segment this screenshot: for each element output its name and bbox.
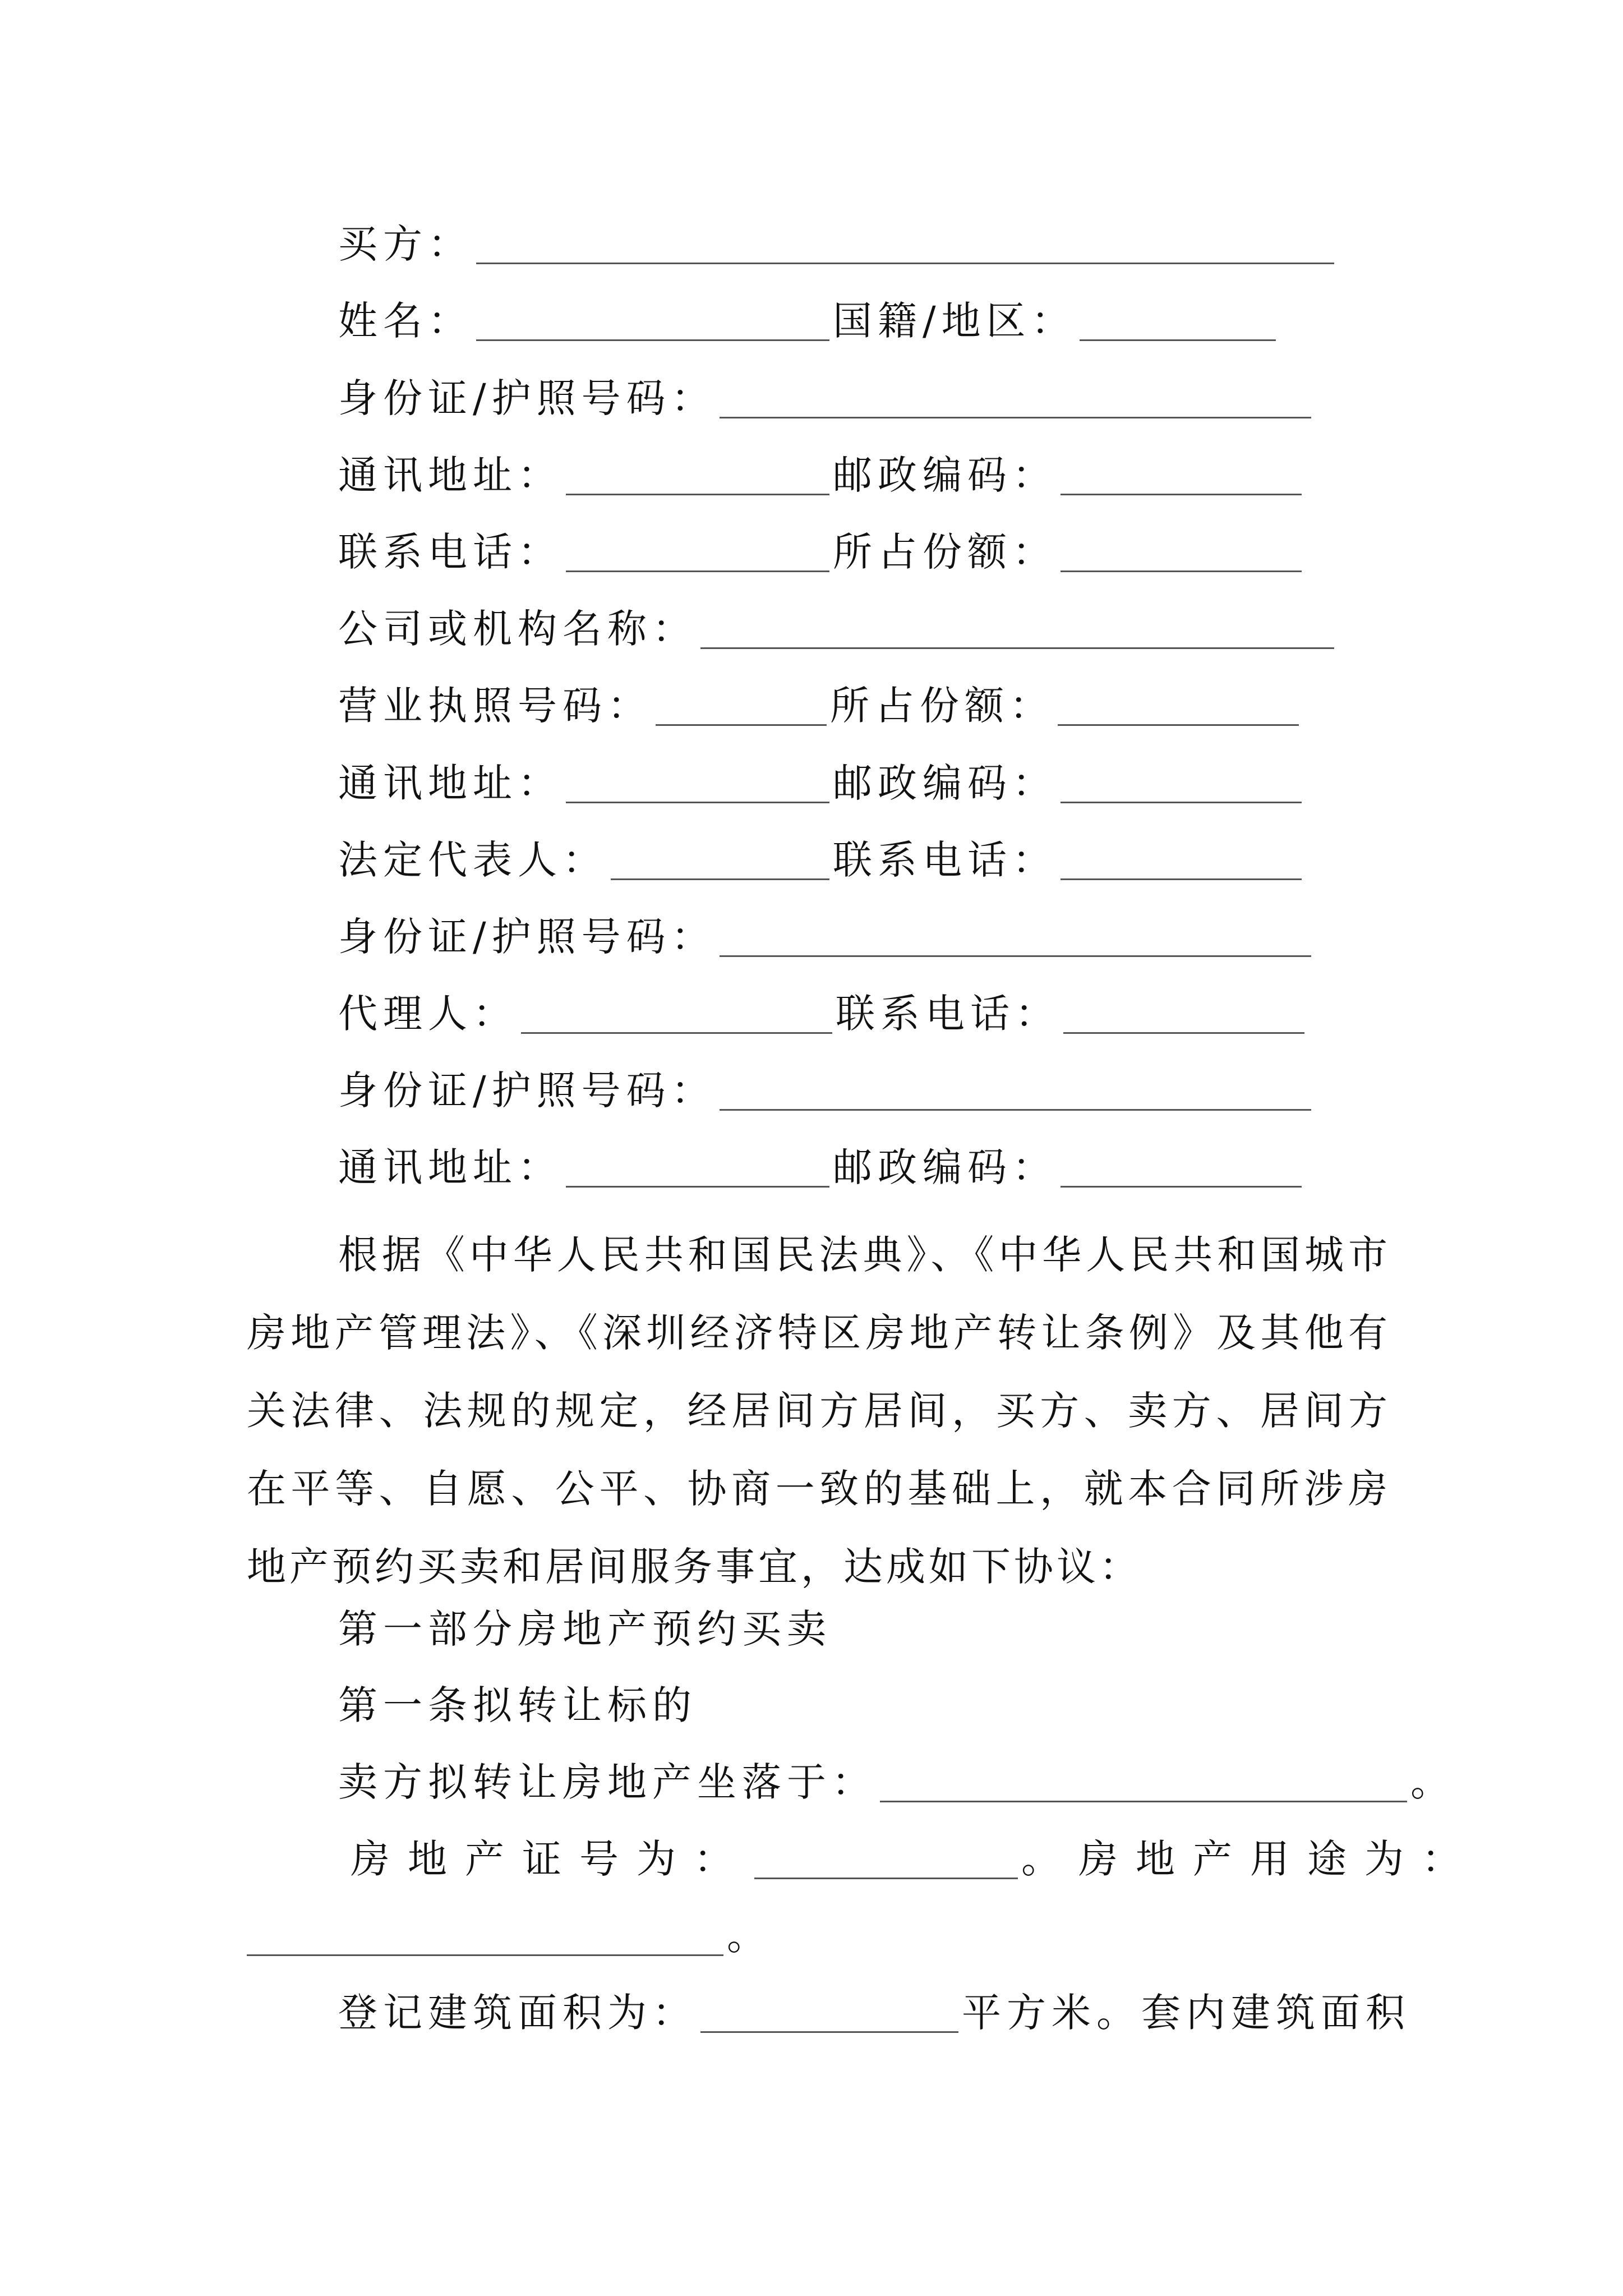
- nationality-label: 国籍/地区：: [833, 298, 1076, 344]
- usage-label: 房地产用途为：: [1078, 1836, 1479, 1882]
- address-label: 通讯地址：: [338, 760, 562, 806]
- part-title: 第一部分房地产预约买卖: [338, 1606, 832, 1652]
- share-blank[interactable]: [1058, 689, 1299, 726]
- phone-blank[interactable]: [1061, 844, 1302, 880]
- phone-blank[interactable]: [1063, 997, 1304, 1034]
- location-label: 卖方拟转让房地产坐落于：: [338, 1759, 877, 1805]
- address-blank[interactable]: [566, 1151, 829, 1188]
- nationality-blank[interactable]: [1080, 305, 1276, 341]
- location-line: [338, 1754, 1455, 1810]
- share-label: 所占份额：: [833, 529, 1057, 575]
- address-line-2: [338, 755, 1305, 811]
- id-label: 身份证/护照号码：: [338, 375, 716, 421]
- article-title: 第一条拟转让标的: [338, 1682, 697, 1728]
- cert-blank[interactable]: [754, 1843, 1018, 1879]
- id-line-2: [338, 909, 1315, 965]
- id-label: 身份证/护照号码：: [338, 914, 716, 960]
- license-line: [338, 678, 1302, 734]
- license-blank[interactable]: [656, 689, 827, 726]
- phone-label: 联系电话：: [833, 837, 1057, 883]
- agent-blank[interactable]: [521, 997, 832, 1034]
- address-blank[interactable]: [566, 767, 829, 803]
- buyer-blank[interactable]: [476, 228, 1334, 264]
- legal-rep-line: [338, 832, 1305, 888]
- agent-line: [338, 986, 1308, 1042]
- cert-label: 房地产证号为：: [351, 1836, 751, 1882]
- legal-rep-blank[interactable]: [611, 844, 829, 880]
- phone-blank[interactable]: [566, 536, 829, 572]
- location-blank[interactable]: [880, 1766, 1407, 1802]
- company-line: [338, 601, 1338, 657]
- area-unit: 平方米。套内建筑面积: [962, 1990, 1410, 2036]
- id-label: 身份证/护照号码：: [338, 1068, 716, 1114]
- postcode-label: 邮政编码：: [833, 1144, 1057, 1190]
- license-label: 营业执照号码：: [338, 683, 652, 729]
- address-label: 通讯地址：: [338, 1144, 562, 1190]
- address-line-1: [338, 447, 1305, 503]
- area-line: [338, 1985, 1410, 2041]
- agent-label: 代理人：: [338, 991, 518, 1037]
- id-blank[interactable]: [720, 921, 1311, 957]
- company-blank[interactable]: [700, 613, 1334, 649]
- share-label: 所占份额：: [830, 683, 1054, 729]
- postcode-label: 邮政编码：: [833, 760, 1057, 806]
- company-label: 公司或机构名称：: [338, 606, 697, 652]
- intro-paragraph: 根据《中华人民共和国民法典》、《中华人民共和国城市房地产管理法》、《深圳经济特区房地产转让条例》及其他有关法律、法规的规定，经居间方居间，买方、卖方、居间方在平等、自愿、公平、协商一致的基础上，就本合同所涉房地产预约买卖和居间服务事宜，达成如下协议：: [247, 1232, 1391, 1590]
- address-label: 通讯地址：: [338, 452, 562, 498]
- area-label: 登记建筑面积为：: [338, 1990, 697, 2036]
- phone-line-1: [338, 524, 1305, 580]
- id-line-1: [338, 370, 1315, 426]
- id-line-3: [338, 1062, 1315, 1119]
- name-line: [338, 293, 1279, 349]
- period: 。: [1021, 1836, 1078, 1882]
- buyer-line: [338, 216, 1338, 272]
- postcode-blank[interactable]: [1061, 459, 1302, 495]
- id-blank[interactable]: [720, 1074, 1311, 1111]
- area-blank[interactable]: [700, 1996, 958, 2033]
- usage-blank[interactable]: [247, 1920, 723, 1956]
- id-blank[interactable]: [720, 382, 1311, 418]
- phone-label: 联系电话：: [836, 991, 1060, 1037]
- share-blank[interactable]: [1061, 536, 1302, 572]
- phone-label: 联系电话：: [338, 529, 562, 575]
- cert-usage-line: [351, 1831, 1479, 1887]
- name-label: 姓名：: [338, 298, 473, 344]
- usage-continuation-line: [247, 1908, 772, 1964]
- address-blank[interactable]: [566, 459, 829, 495]
- period: 。: [1410, 1759, 1455, 1805]
- legal-rep-label: 法定代表人：: [338, 837, 607, 883]
- postcode-blank[interactable]: [1061, 767, 1302, 803]
- postcode-label: 邮政编码：: [833, 452, 1057, 498]
- name-blank[interactable]: [476, 305, 829, 341]
- postcode-blank[interactable]: [1061, 1151, 1302, 1188]
- buyer-label: 买方：: [338, 221, 473, 267]
- address-line-3: [338, 1139, 1305, 1195]
- period: 。: [727, 1913, 772, 1959]
